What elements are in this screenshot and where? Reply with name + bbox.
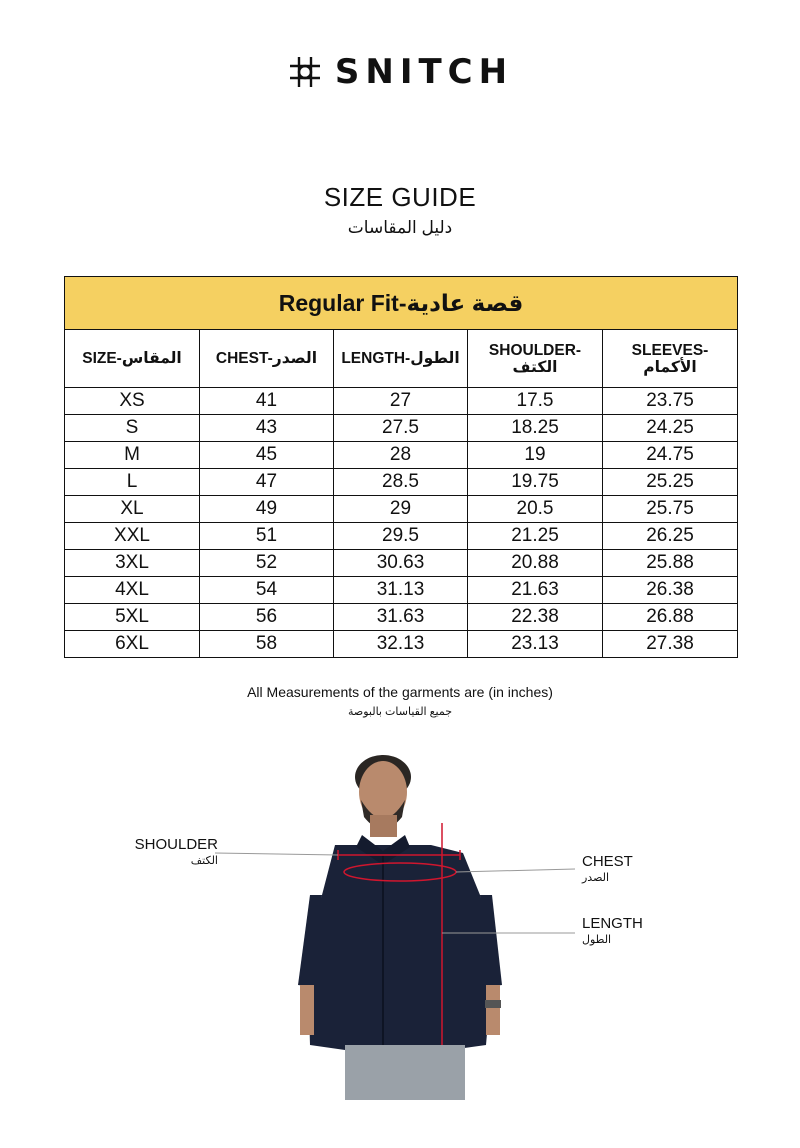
table-cell: 24.75 [603, 442, 738, 469]
table-cell: L [65, 469, 200, 496]
table-cell: M [65, 442, 200, 469]
shoulder-label-arabic: الكتف [190, 855, 218, 867]
shoulder-callout [133, 836, 218, 870]
table-cell: 23.13 [468, 631, 603, 658]
model-figure [130, 745, 670, 1105]
table-cell: 31.63 [334, 604, 468, 631]
column-header-en: CHEST- [215, 350, 273, 367]
size-table [64, 276, 738, 658]
table-cell: 5XL [65, 604, 200, 631]
brand-logo [0, 50, 800, 94]
chest-label-arabic: الصدر [582, 872, 610, 884]
left-forearm [300, 985, 314, 1035]
table-row [65, 469, 738, 496]
wrist-watch [485, 1000, 501, 1008]
column-header [468, 330, 603, 388]
table-cell: 41 [200, 388, 334, 415]
table-cell: 45 [200, 442, 334, 469]
column-header [65, 330, 200, 388]
column-header-ar: الأكمام [643, 358, 697, 376]
table-cell: 30.63 [334, 550, 468, 577]
table-cell: 43 [200, 415, 334, 442]
table-cell: 18.25 [468, 415, 603, 442]
shoulder-label: SHOULDER [134, 836, 218, 853]
column-header-ar: المقاس [121, 350, 182, 367]
table-cell: 51 [200, 523, 334, 550]
table-cell: 58 [200, 631, 334, 658]
table-cell: 21.25 [468, 523, 603, 550]
chest-callout [582, 853, 633, 887]
table-cell: 3XL [65, 550, 200, 577]
fit-label: Regular Fit-قصة عادية [65, 277, 738, 330]
table-cell: 23.75 [603, 388, 738, 415]
model-neck [370, 815, 397, 837]
column-header-ar: الصدر [272, 350, 318, 367]
column-header-en: LENGTH- [341, 350, 411, 367]
table-row [65, 496, 738, 523]
column-header-en: SHOULDER- [488, 341, 582, 359]
chest-leader [456, 869, 575, 872]
table-cell: XXL [65, 523, 200, 550]
table-cell: 25.25 [603, 469, 738, 496]
table-cell: XL [65, 496, 200, 523]
table-cell: 47 [200, 469, 334, 496]
measurement-note: All Measurements of the garments are (in inches) [247, 684, 553, 700]
table-cell: 28 [334, 442, 468, 469]
column-header [334, 330, 468, 388]
table-row [65, 388, 738, 415]
column-header-en: SIZE- [82, 350, 122, 367]
table-row [65, 577, 738, 604]
table-cell: 20.5 [468, 496, 603, 523]
table-cell: 49 [200, 496, 334, 523]
table-cell: 22.38 [468, 604, 603, 631]
page-title: SIZE GUIDE [323, 182, 477, 212]
table-row [65, 523, 738, 550]
table-cell: 4XL [65, 577, 200, 604]
shoulder-leader [215, 853, 338, 855]
table-cell: 26.88 [603, 604, 738, 631]
table-cell: 17.5 [468, 388, 603, 415]
right-forearm [486, 985, 500, 1035]
table-cell: 26.25 [603, 523, 738, 550]
table-cell: 27 [334, 388, 468, 415]
table-row [65, 442, 738, 469]
table-cell: XS [65, 388, 200, 415]
column-header [200, 330, 334, 388]
shirt-body [308, 845, 492, 1050]
table-row [65, 415, 738, 442]
column-header [603, 330, 738, 388]
table-cell: 54 [200, 577, 334, 604]
table-row [65, 631, 738, 658]
table-cell: 52 [200, 550, 334, 577]
table-cell: 26.38 [603, 577, 738, 604]
table-cell: 6XL [65, 631, 200, 658]
table-cell: 25.75 [603, 496, 738, 523]
hash-knot-icon [287, 54, 323, 90]
page-subtitle-arabic: دليل المقاسات [347, 218, 453, 237]
table-cell: 28.5 [334, 469, 468, 496]
table-cell: 29.5 [334, 523, 468, 550]
table-cell: 27.5 [334, 415, 468, 442]
length-label-arabic: الطول [582, 934, 612, 946]
table-cell: 31.13 [334, 577, 468, 604]
length-callout [582, 915, 643, 949]
brand-name: SNITCH [334, 52, 514, 92]
table-row [65, 604, 738, 631]
length-label: LENGTH [582, 915, 643, 932]
column-header-ar: الكتف [512, 358, 558, 376]
table-cell: 21.63 [468, 577, 603, 604]
table-cell: 20.88 [468, 550, 603, 577]
table-cell: S [65, 415, 200, 442]
table-cell: 56 [200, 604, 334, 631]
column-header-ar: الطول [410, 350, 460, 367]
measurement-note-arabic: جميع القياسات بالبوصة [347, 706, 453, 718]
trousers [345, 1045, 465, 1100]
table-cell: 25.88 [603, 550, 738, 577]
column-header-en: SLEEVES- [631, 341, 709, 359]
table-cell: 32.13 [334, 631, 468, 658]
table-cell: 19.75 [468, 469, 603, 496]
table-row [65, 550, 738, 577]
chest-label: CHEST [582, 853, 633, 870]
table-cell: 19 [468, 442, 603, 469]
table-cell: 24.25 [603, 415, 738, 442]
table-cell: 29 [334, 496, 468, 523]
table-cell: 27.38 [603, 631, 738, 658]
